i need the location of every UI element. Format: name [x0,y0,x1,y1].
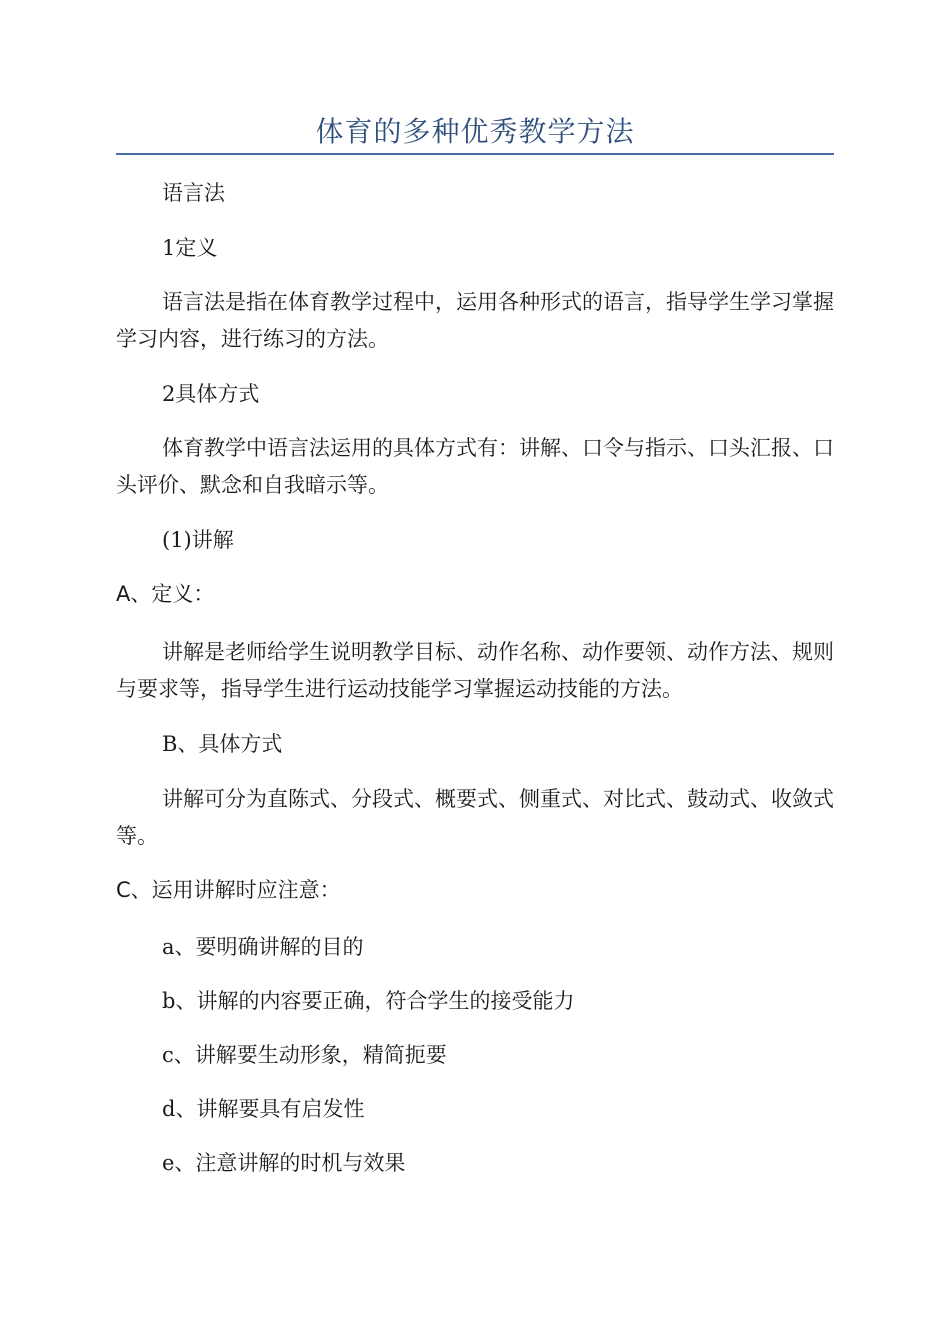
list-item-b: b、讲解的内容要正确，符合学生的接受能力 [162,989,575,1013]
section-heading-language-method: 语言法 [162,181,225,205]
paragraph-explanation-types: 讲解可分为直陈式、分段式、概要式、侧重式、对比式、鼓动式、收敛式等。 [116,787,834,848]
list-item-d: d、讲解要具有启发性 [162,1097,365,1121]
subheading-definition: 1定义 [162,236,218,260]
item-c-notes: C、运用讲解时应注意： [116,878,341,902]
paragraph-methods-text: 体育教学中语言法运用的具体方式有：讲解、口令与指示、口头汇报、口头评价、默念和自我暗示等。 [116,436,834,497]
list-item-c: c、讲解要生动形象，精简扼要 [162,1043,447,1067]
paragraph-definition-text: 语言法是指在体育教学过程中，运用各种形式的语言，指导学生学习掌握学习内容，进行练习的方法。 [116,290,834,351]
list-item-a: a、要明确讲解的目的 [162,935,364,959]
item-b-specific-methods: B、具体方式 [162,732,283,756]
item-a-definition: A、定义： [116,582,215,606]
subheading-explanation: (1)讲解 [162,528,234,552]
list-item-e: e、注意讲解的时机与效果 [162,1151,406,1175]
subheading-specific-methods: 2具体方式 [162,382,260,406]
title-underline [116,153,834,155]
paragraph-explanation-definition: 讲解是老师给学生说明教学目标、动作名称、动作要领、动作方法、规则与要求等，指导学生进行运动技能学习掌握运动技能的方法。 [116,640,834,701]
document-title: 体育的多种优秀教学方法 [315,115,635,148]
